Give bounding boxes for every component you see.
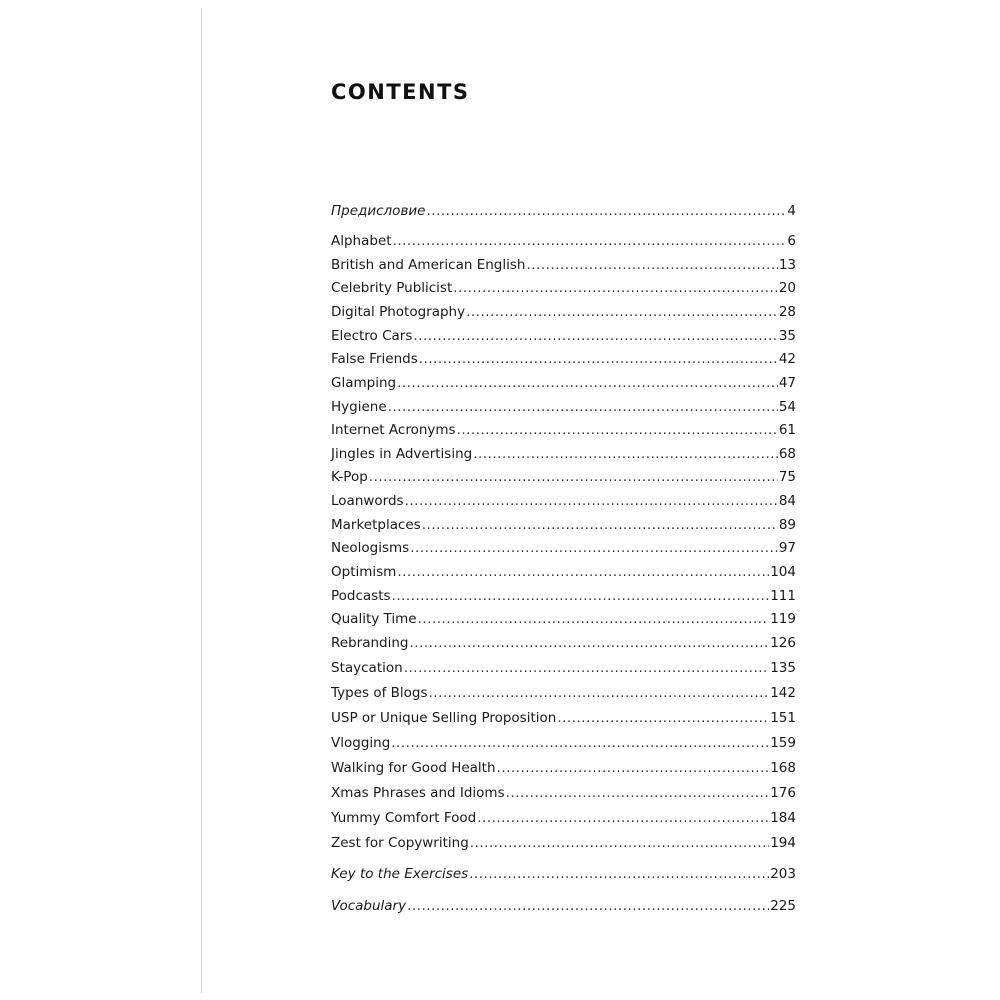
- toc-entry: [331, 349, 796, 369]
- toc-dot-leader: [369, 467, 778, 487]
- toc-dot-leader: [473, 444, 778, 464]
- toc-entry: [331, 683, 796, 703]
- toc-dot-leader: [391, 733, 769, 753]
- toc-dot-leader: [422, 515, 778, 535]
- toc-entry: [331, 833, 796, 853]
- toc-entry-title: Xmas Phrases and Idioms: [331, 785, 505, 801]
- toc-entry-page-number: 194: [770, 835, 796, 851]
- toc-entry-title: Electro Cars: [331, 328, 413, 344]
- toc-entry-page-number: 126: [770, 635, 796, 651]
- toc-entry-page-number: 225: [770, 898, 796, 914]
- toc-entry: [331, 758, 796, 778]
- toc-entry-page-number: 168: [770, 760, 796, 776]
- toc-entry: [331, 783, 796, 803]
- toc-entry-page-number: 176: [770, 785, 796, 801]
- toc-entry: [331, 278, 796, 298]
- toc-entry: [331, 733, 796, 753]
- toc-entry: [331, 420, 796, 440]
- toc-entry-title: Glamping: [331, 375, 397, 391]
- toc-entry-page-number: 84: [778, 493, 796, 509]
- toc-entry-title: Alphabet: [331, 233, 392, 249]
- toc-entry-title: K-Pop: [331, 469, 368, 485]
- toc-dot-leader: [426, 201, 786, 221]
- toc-entry-title: Loanwords: [331, 493, 404, 509]
- toc-entry-page-number: 28: [778, 304, 796, 320]
- toc-entry-title: Hygiene: [331, 399, 387, 415]
- toc-dot-leader: [404, 658, 770, 678]
- toc-dot-leader: [397, 373, 778, 393]
- toc-entry: [331, 444, 796, 464]
- toc-entry-page-number: 6: [787, 233, 796, 249]
- toc-entry-title: Key to the Exercises: [331, 866, 469, 882]
- toc-dot-leader: [409, 633, 769, 653]
- toc-dot-leader: [410, 538, 778, 558]
- toc-entry: [331, 326, 796, 346]
- toc-entry: [331, 231, 796, 251]
- toc-dot-leader: [557, 708, 769, 728]
- toc-entry: [331, 633, 796, 653]
- toc-entry-page-number: 159: [770, 735, 796, 751]
- toc-entry: [331, 896, 796, 916]
- toc-entry-title: Zest for Copywriting: [331, 835, 469, 851]
- toc-dot-leader: [393, 231, 787, 251]
- toc-entry-page-number: 89: [778, 517, 796, 533]
- toc-entry-title: Optimism: [331, 564, 397, 580]
- toc-entry-page-number: 135: [770, 660, 796, 676]
- toc-entry-title: Types of Blogs: [331, 685, 428, 701]
- toc-entry-title: Walking for Good Health: [331, 760, 496, 776]
- toc-entry-page-number: 104: [770, 564, 796, 580]
- toc-entry-title: Vlogging: [331, 735, 391, 751]
- toc-entry-title: British and American English: [331, 257, 526, 273]
- toc-dot-leader: [457, 420, 778, 440]
- toc-dot-leader: [470, 833, 769, 853]
- toc-entry-title: Yummy Comfort Food: [331, 810, 477, 826]
- toc-entry: [331, 808, 796, 828]
- toc-dot-leader: [392, 586, 770, 606]
- page-title: CONTENTS: [331, 80, 470, 104]
- page-spine-divider: [201, 8, 202, 993]
- toc-dot-leader: [497, 758, 770, 778]
- toc-entry: [331, 515, 796, 535]
- toc-entry-page-number: 184: [770, 810, 796, 826]
- toc-entry: [331, 538, 796, 558]
- toc-entry-page-number: 111: [770, 588, 796, 604]
- toc-entry: [331, 586, 796, 606]
- toc-entry-title: Vocabulary: [331, 898, 407, 914]
- toc-entry-title: Staycation: [331, 660, 403, 676]
- toc-entry: [331, 255, 796, 275]
- toc-entry: [331, 397, 796, 417]
- toc-entry-title: Quality Time: [331, 611, 417, 627]
- toc-entry-page-number: 13: [778, 257, 796, 273]
- toc-entry: [331, 373, 796, 393]
- toc-entry: [331, 609, 796, 629]
- toc-entry: [331, 864, 796, 884]
- toc-dot-leader: [477, 808, 769, 828]
- toc-dot-leader: [466, 302, 778, 322]
- toc-entry-page-number: 203: [770, 866, 796, 882]
- toc-entry: [331, 708, 796, 728]
- toc-entry: [331, 201, 796, 221]
- toc-entry-title: USP or Unique Selling Proposition: [331, 710, 557, 726]
- toc-entry: [331, 658, 796, 678]
- toc-entry-page-number: 75: [778, 469, 796, 485]
- toc-entry-title: Digital Photography: [331, 304, 466, 320]
- toc-entry-title: Internet Acronyms: [331, 422, 456, 438]
- toc-entry-page-number: 35: [778, 328, 796, 344]
- toc-entry-title: False Friends: [331, 351, 418, 367]
- toc-entry-title: Marketplaces: [331, 517, 421, 533]
- toc-entry-page-number: 68: [778, 446, 796, 462]
- toc-entry-page-number: 97: [778, 540, 796, 556]
- toc-entry-title: Celebrity Publicist: [331, 280, 453, 296]
- toc-dot-leader: [469, 864, 769, 884]
- toc-entry-page-number: 151: [770, 710, 796, 726]
- toc-entry-page-number: 20: [778, 280, 796, 296]
- toc-entry-page-number: 47: [778, 375, 796, 391]
- toc-dot-leader: [388, 397, 778, 417]
- toc-dot-leader: [407, 896, 769, 916]
- toc-entry-page-number: 61: [778, 422, 796, 438]
- toc-dot-leader: [405, 491, 778, 511]
- toc-entry-page-number: 4: [787, 203, 796, 219]
- toc-entry: [331, 562, 796, 582]
- toc-entry-title: Jingles in Advertising: [331, 446, 473, 462]
- toc-dot-leader: [526, 255, 777, 275]
- toc-entry: [331, 491, 796, 511]
- toc-entry: [331, 302, 796, 322]
- toc-dot-leader: [419, 349, 778, 369]
- toc-dot-leader: [418, 609, 770, 629]
- toc-dot-leader: [413, 326, 777, 346]
- toc-entry-page-number: 119: [770, 611, 796, 627]
- toc-dot-leader: [506, 783, 770, 803]
- toc-dot-leader: [397, 562, 769, 582]
- toc-dot-leader: [453, 278, 778, 298]
- toc-entry-title: Предисловие: [331, 203, 426, 219]
- toc-entry-page-number: 54: [778, 399, 796, 415]
- toc-entry-title: Neologisms: [331, 540, 410, 556]
- toc-entry-title: Rebranding: [331, 635, 409, 651]
- toc-entry: [331, 467, 796, 487]
- toc-dot-leader: [429, 683, 770, 703]
- toc-entry-title: Podcasts: [331, 588, 391, 604]
- toc-entry-page-number: 142: [770, 685, 796, 701]
- toc-entry-page-number: 42: [778, 351, 796, 367]
